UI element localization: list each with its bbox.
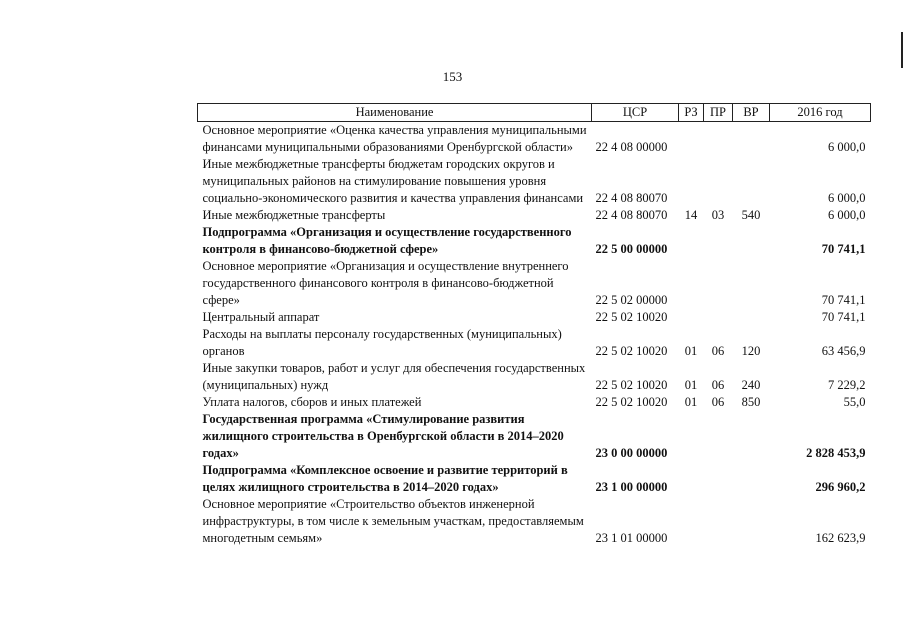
row-pr: 03 xyxy=(711,208,725,222)
row-vr: 120 xyxy=(741,344,761,358)
table-row xyxy=(198,411,871,462)
row-vr xyxy=(733,462,770,496)
row-vr xyxy=(733,122,770,157)
row-name: Иные межбюджетные трансферты бюджетам городских округов и муниципальных районов на стимулирование повышения уровня социально-экономического развития и качества управления финансами xyxy=(202,157,584,205)
row-csr: 22 5 02 10020 xyxy=(595,395,668,409)
table-row xyxy=(198,394,871,411)
table-row xyxy=(198,207,871,224)
row-amount: 55,0 xyxy=(843,395,866,409)
row-pr xyxy=(704,462,733,496)
row-amount: 6 000,0 xyxy=(828,140,866,154)
row-name: Основное мероприятие «Строительство объектов инженерной инфраструктуры, в том числе к земельным участкам, предоставляемым многодетным семьям» xyxy=(202,497,584,545)
row-pr: 06 xyxy=(711,395,725,409)
row-vr: 540 xyxy=(741,208,761,222)
row-rz xyxy=(679,462,704,496)
row-rz xyxy=(679,411,704,462)
row-rz xyxy=(679,258,704,309)
row-amount: 70 741,1 xyxy=(821,242,866,256)
header-rz: РЗ xyxy=(679,104,704,122)
row-amount: 6 000,0 xyxy=(828,191,866,205)
row-rz xyxy=(679,122,704,157)
row-pr xyxy=(704,224,733,258)
row-amount: 63 456,9 xyxy=(821,344,866,358)
row-pr xyxy=(704,496,733,547)
scan-edge-mark xyxy=(901,32,903,68)
row-pr xyxy=(704,411,733,462)
row-rz: 01 xyxy=(684,395,698,409)
row-amount: 296 960,2 xyxy=(815,480,866,494)
row-vr: 850 xyxy=(741,395,761,409)
table-row xyxy=(198,360,871,394)
row-csr: 23 1 00 00000 xyxy=(595,480,668,494)
row-name: Расходы на выплаты персоналу государственных (муниципальных) органов xyxy=(202,327,562,358)
row-amount: 7 229,2 xyxy=(828,378,866,392)
table-row xyxy=(198,224,871,258)
row-csr: 22 5 02 10020 xyxy=(595,310,668,324)
row-vr: 240 xyxy=(741,378,761,392)
row-vr xyxy=(733,496,770,547)
row-amount: 2 828 453,9 xyxy=(806,446,866,460)
table-row xyxy=(198,258,871,309)
row-name: Уплата налогов, сборов и иных платежей xyxy=(202,395,422,409)
row-pr xyxy=(704,122,733,157)
row-csr: 22 4 08 80070 xyxy=(595,191,668,205)
row-rz xyxy=(679,224,704,258)
table-header xyxy=(198,104,871,122)
table-row xyxy=(198,309,871,326)
row-rz: 14 xyxy=(684,208,698,222)
budget-table xyxy=(197,103,871,547)
table-row xyxy=(198,496,871,547)
row-name: Основное мероприятие «Организация и осуществление внутреннего государственного финансового контроля в финансово-бюджетной сфере» xyxy=(202,259,569,307)
row-rz xyxy=(679,309,704,326)
row-vr xyxy=(733,258,770,309)
row-name: Подпрограмма «Комплексное освоение и развитие территорий в целях жилищного строительства в 2014–2020 годах» xyxy=(202,463,568,494)
table-row xyxy=(198,326,871,360)
table-row xyxy=(198,156,871,207)
row-csr: 22 5 00 00000 xyxy=(595,242,668,256)
row-csr: 23 1 01 00000 xyxy=(595,531,668,545)
row-rz xyxy=(679,496,704,547)
row-name: Государственная программа «Стимулирование развития жилищного строительства в Оренбургской области в 2014–2020 годах» xyxy=(202,412,564,460)
row-name: Центральный аппарат xyxy=(202,310,320,324)
row-amount: 162 623,9 xyxy=(815,531,866,545)
row-name: Иные межбюджетные трансферты xyxy=(202,208,386,222)
header-pr: ПР xyxy=(704,104,733,122)
row-rz xyxy=(679,156,704,207)
row-pr: 06 xyxy=(711,378,725,392)
row-vr xyxy=(733,224,770,258)
row-csr: 22 5 02 10020 xyxy=(595,378,668,392)
row-pr xyxy=(704,258,733,309)
row-amount: 70 741,1 xyxy=(821,310,866,324)
header-year: 2016 год xyxy=(770,104,871,122)
row-vr xyxy=(733,309,770,326)
row-name: Иные закупки товаров, работ и услуг для обеспечения государственных (муниципальных) нужд xyxy=(202,361,586,392)
row-csr: 23 0 00 00000 xyxy=(595,446,668,460)
row-vr xyxy=(733,411,770,462)
row-pr xyxy=(704,156,733,207)
header-csr: ЦСР xyxy=(592,104,679,122)
header-vr: ВР xyxy=(733,104,770,122)
row-name: Подпрограмма «Организация и осуществление государственного контроля в финансово-бюджетной сфере» xyxy=(202,225,572,256)
row-csr: 22 5 02 00000 xyxy=(595,293,668,307)
table-body xyxy=(198,122,871,548)
table-row xyxy=(198,122,871,157)
page-number: 153 xyxy=(442,69,463,84)
row-amount: 6 000,0 xyxy=(828,208,866,222)
row-amount: 70 741,1 xyxy=(821,293,866,307)
row-pr xyxy=(704,309,733,326)
row-rz: 01 xyxy=(684,344,698,358)
header-name: Наименование xyxy=(198,104,592,122)
row-csr: 22 4 08 80070 xyxy=(595,208,668,222)
row-name: Основное мероприятие «Оценка качества управления муниципальными финансами муниципальными образованиями Оренбургской области» xyxy=(202,123,587,154)
row-csr: 22 5 02 10020 xyxy=(595,344,668,358)
row-csr: 22 4 08 00000 xyxy=(595,140,668,154)
row-pr: 06 xyxy=(711,344,725,358)
row-vr xyxy=(733,156,770,207)
row-rz: 01 xyxy=(684,378,698,392)
table-row xyxy=(198,462,871,496)
